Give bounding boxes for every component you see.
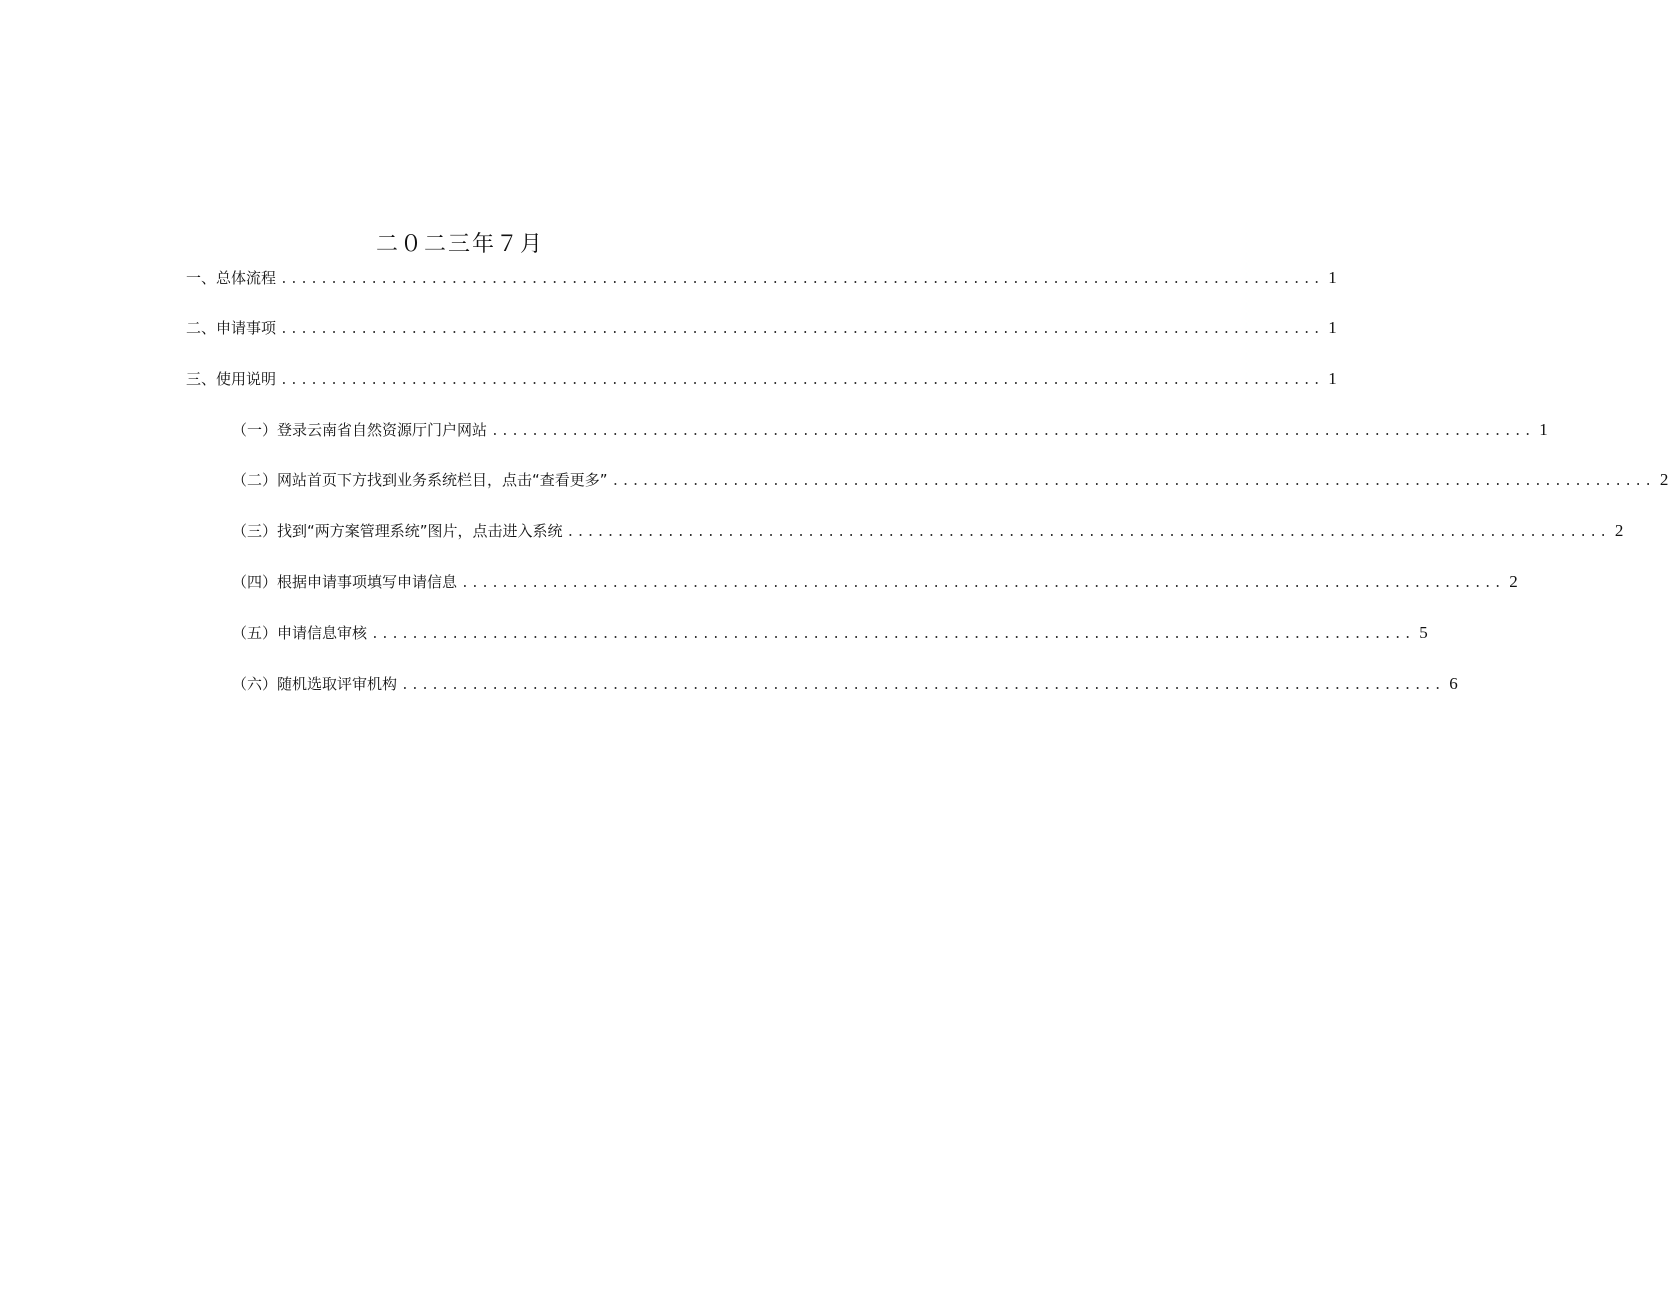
toc-dot-leader: ........................................................................................................ bbox=[461, 576, 1504, 591]
toc-dot-leader: ........................................................................................................ bbox=[280, 272, 1323, 287]
toc-page-number: 1 bbox=[1328, 268, 1337, 287]
toc-dot-leader: ........................................................................................................ bbox=[371, 627, 1414, 642]
toc-entry-fill-application[interactable] bbox=[232, 570, 1518, 594]
toc-entry-find-business-system[interactable] bbox=[232, 468, 1668, 492]
toc-page-number: 2 bbox=[1509, 572, 1518, 591]
toc-page-number: 1 bbox=[1328, 318, 1337, 337]
toc-entry-label: （一）登录云南省自然资源厅门户网站 bbox=[232, 421, 488, 439]
toc-entry-label: （四）根据申请事项填写申请信息 bbox=[232, 573, 458, 591]
toc-entry-application-review[interactable] bbox=[232, 621, 1428, 645]
toc-entry-usage-instructions[interactable] bbox=[186, 367, 1337, 391]
toc-page-number: 1 bbox=[1539, 420, 1548, 439]
toc-entry-enter-system[interactable] bbox=[232, 519, 1624, 543]
toc-entry-label: 二、申请事项 bbox=[186, 319, 277, 337]
toc-page-number: 1 bbox=[1328, 369, 1337, 388]
toc-entry-application-items[interactable] bbox=[186, 316, 1337, 340]
toc-entry-label: （二）网站首页下方找到业务系统栏目，点击“查看更多” bbox=[232, 471, 608, 489]
toc-dot-leader: ........................................................................................................ bbox=[611, 474, 1655, 489]
toc-page-number: 6 bbox=[1449, 674, 1458, 693]
toc-page-number: 5 bbox=[1419, 623, 1428, 642]
toc-entry-overall-process[interactable] bbox=[186, 266, 1337, 290]
toc-page-number: 2 bbox=[1614, 521, 1624, 540]
toc-entry-label: 三、使用说明 bbox=[186, 370, 277, 388]
toc-entry-label: （三）找到“两方案管理系统”图片，点击进入系统 bbox=[232, 522, 563, 540]
toc-page-number: 2 bbox=[1659, 470, 1668, 489]
toc-dot-leader: ........................................................................................................ bbox=[280, 322, 1323, 337]
toc-dot-leader: ........................................................................................................ bbox=[491, 424, 1534, 439]
toc-entry-label: 一、总体流程 bbox=[186, 269, 277, 287]
toc-entry-login-portal[interactable] bbox=[232, 418, 1548, 442]
toc-entry-label: （六）随机选取评审机构 bbox=[232, 675, 398, 693]
toc-dot-leader: ........................................................................................................ bbox=[401, 678, 1444, 693]
toc-entry-label: （五）申请信息审核 bbox=[232, 624, 368, 642]
date-heading: 二０二三年７月 bbox=[375, 232, 544, 257]
toc-dot-leader: ........................................................................................................ bbox=[566, 525, 1610, 540]
toc-entry-random-reviewer-selection[interactable] bbox=[232, 672, 1458, 696]
toc-dot-leader: ........................................................................................................ bbox=[280, 373, 1323, 388]
